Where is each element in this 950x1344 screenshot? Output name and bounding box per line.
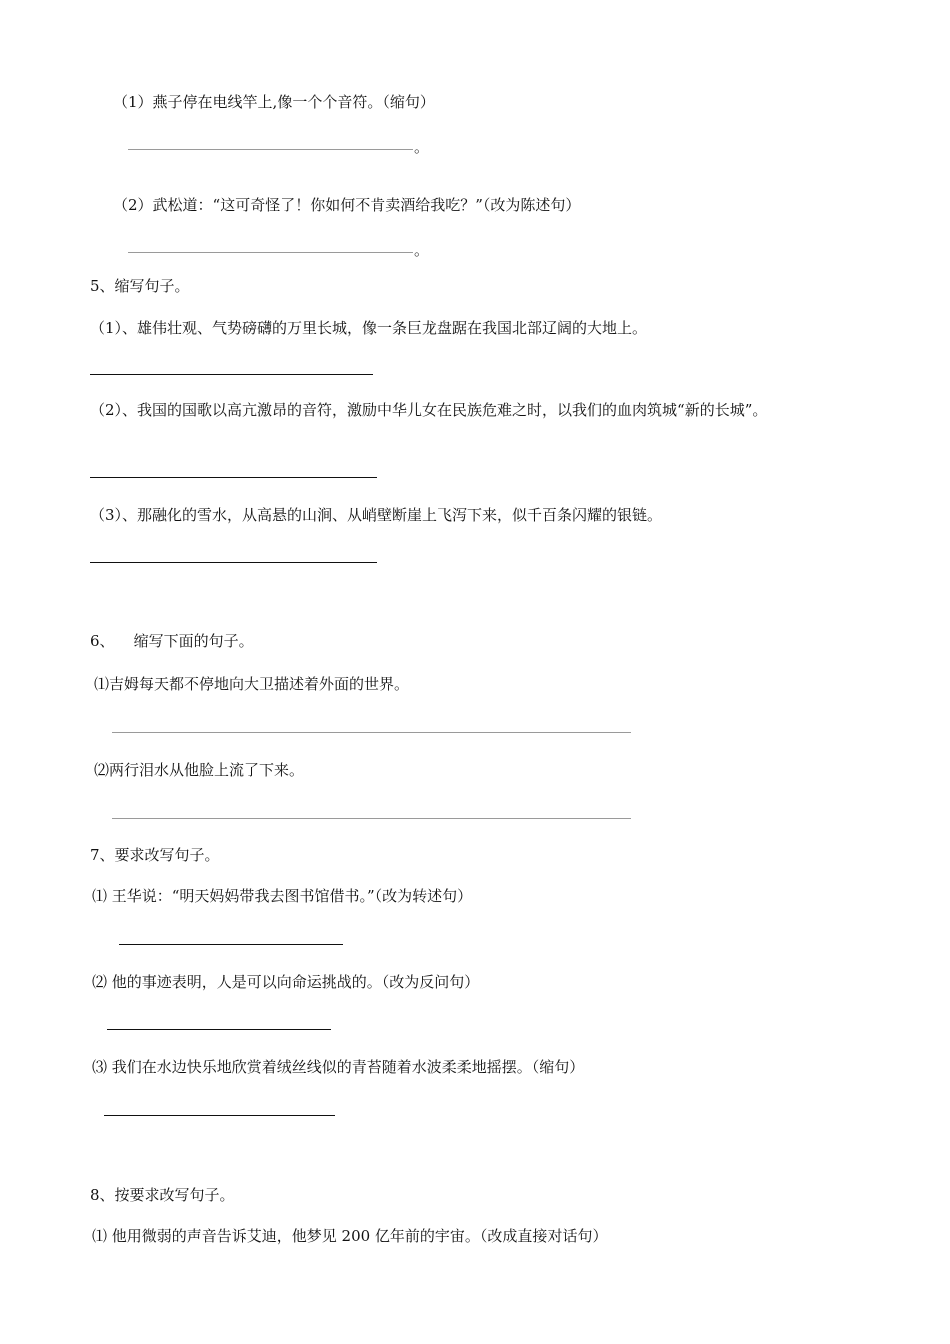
- q6-answer-line-1[interactable]: [112, 732, 631, 733]
- q5-answer-line-1[interactable]: [90, 374, 373, 375]
- q8-item-1: ⑴ 他用微弱的声音告诉艾迪，他梦见 200 亿年前的宇宙。（改成直接对话句）: [92, 1227, 608, 1245]
- q7-title: 7、要求改写句子。: [90, 846, 220, 864]
- q4-period-2: 。: [414, 241, 430, 259]
- q4-item-1: （1）燕子停在电线竿上,像一个个音符。（缩句）: [113, 93, 435, 111]
- q5-answer-line-3[interactable]: [90, 562, 377, 563]
- q7-answer-line-1[interactable]: [119, 944, 343, 945]
- q7-item-1: ⑴ 王华说：“明天妈妈带我去图书馆借书。”（改为转述句）: [92, 887, 473, 905]
- q5-item-2: （2）、我国的国歌以高亢激昂的音符，激励中华儿女在民族危难之时，以我们的血肉筑城“新的长城”。: [90, 401, 768, 419]
- q5-item-1: （1）、雄伟壮观、气势磅礴的万里长城，像一条巨龙盘踞在我国北部辽阔的大地上。: [90, 319, 648, 337]
- q4-item-2: （2）武松道：“这可奇怪了！你如何不肯卖酒给我吃？”（改为陈述句）: [113, 196, 581, 214]
- q8-title: 8、按要求改写句子。: [90, 1186, 235, 1204]
- q6-item-2: ⑵两行泪水从他脸上流了下来。: [94, 761, 305, 779]
- q4-answer-line-1[interactable]: [128, 149, 413, 150]
- q5-item-3: （3）、那融化的雪水，从高悬的山涧、从峭壁断崖上飞泻下来，似千百条闪耀的银链。: [90, 506, 663, 524]
- q4-period-1: 。: [414, 138, 430, 156]
- q7-answer-line-2[interactable]: [107, 1029, 331, 1030]
- q5-answer-line-2[interactable]: [90, 477, 377, 478]
- q4-answer-line-2[interactable]: [128, 252, 413, 253]
- q6-title: 6、 缩写下面的句子。: [90, 632, 254, 650]
- q5-title: 5、缩写句子。: [90, 277, 190, 295]
- q6-item-1: ⑴吉姆每天都不停地向大卫描述着外面的世界。: [94, 675, 410, 693]
- q7-item-2: ⑵ 他的事迹表明，人是可以向命运挑战的。（改为反问句）: [92, 973, 480, 991]
- q7-answer-line-3[interactable]: [104, 1115, 335, 1116]
- q6-answer-line-2[interactable]: [112, 818, 631, 819]
- q7-item-3: ⑶ 我们在水边快乐地欣赏着绒丝线似的青苔随着水波柔柔地摇摆。（缩句）: [92, 1058, 585, 1076]
